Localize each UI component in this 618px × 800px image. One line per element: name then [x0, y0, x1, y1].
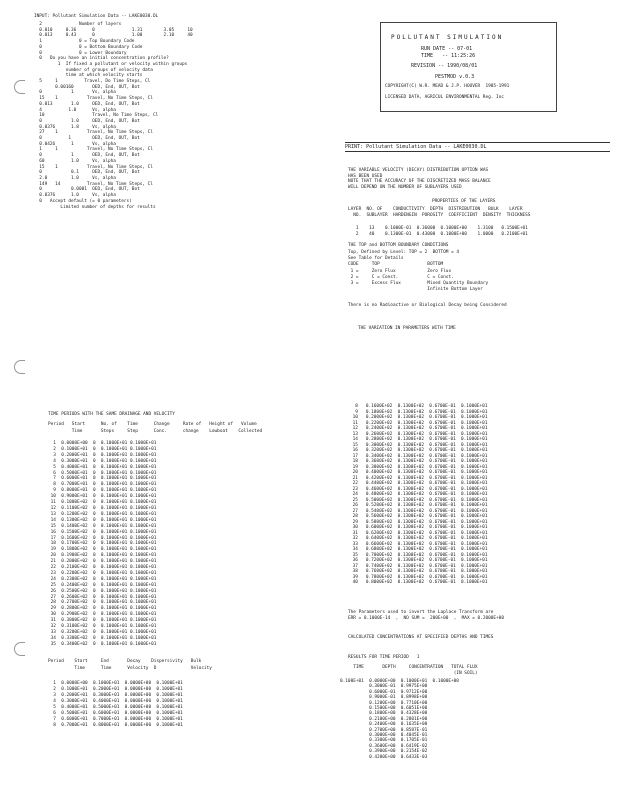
input-line: Limited number of depths for results	[34, 204, 156, 210]
table-row: 2 0.1000E+01 0.2000E+01 0.0000E+00 0.1000E+01	[48, 687, 183, 692]
table-row: 18 0.1700E+02 0 0.1000E+01 0.1000E+01	[48, 541, 157, 547]
continuation-rows	[350, 404, 487, 586]
table-row: 38 0.7600E+02 0.1300E+02 0.6700E-01 0.1000E+01	[350, 569, 488, 574]
input-line: 5 1 Travel, Do Time Steps, Cl	[34, 79, 151, 85]
table-row: 27 0.5400E+02 0.1300E+02 0.6700E-01 0.1000E+01	[350, 508, 488, 514]
input-line: 1 0 = Top Boundary Code	[34, 39, 135, 45]
boundary-line: 2 = C = Const. C = Const.	[348, 274, 454, 280]
table-row: 31 0.3000E+02 0 0.1000E+01 0.1000E+01	[48, 618, 157, 624]
table-row: 0.3300E+00 0.1705E-01	[340, 738, 428, 744]
table-row: 11 0.2200E+02 0.1300E+02 0.6700E-01 0.1000E+01	[350, 420, 488, 426]
period2-rows	[48, 681, 183, 729]
input-line: 0 1.0 OED, End, OUT, Bot	[34, 118, 140, 124]
table-row: 22 0.4400E+02 0.1300E+02 0.6700E-01 0.1000E+01	[350, 481, 488, 486]
input-line: 2 Number of layers	[34, 22, 122, 27]
table-row: 17 0.3400E+02 0.1300E+02 0.6700E-01 0.1000E+01	[350, 453, 488, 459]
results-columns-2: (IN SOIL)	[348, 671, 478, 676]
table-row: 25 0.2400E+02 0 0.1000E+01 0.1000E+01	[48, 582, 157, 588]
input-line: 1 If fixed a pollutant or velocity within groups	[34, 61, 188, 67]
table-row: 32 0.3100E+02 0 0.1000E+01 0.1000E+01	[48, 624, 157, 630]
table-row: 11 0.1000E+02 0 0.1000E+01 0.1000E+01	[48, 500, 157, 506]
table-row: 0.3000E+00 0.4045E-01	[340, 733, 428, 739]
table-row: 21 0.2000E+02 0 0.1000E+01 0.1000E+01	[48, 559, 157, 565]
table-row: 29 0.2800E+02 0 0.1000E+01 0.1000E+01	[48, 606, 157, 612]
table-row: 35 0.7000E+02 0.1300E+02 0.6700E-01 0.1000E+01	[350, 552, 488, 558]
punch-hole-icon	[14, 642, 25, 656]
table-row: 5 0.4000E+01 0.5000E+01 0.0000E+00 0.1000E+01	[48, 705, 183, 710]
input-line: 0 Do you have an initial concentration profile?	[34, 56, 169, 62]
input-line: 15 1 Travel, No Time Steps, Cl	[34, 164, 153, 170]
table-row: 34 0.3300E+02 0 0.1000E+01 0.1000E+01	[48, 635, 157, 641]
input-line: 0.010 0.36 0 1.31 3.05 10	[34, 27, 193, 33]
results-rows	[340, 679, 459, 760]
input-line: 0 1 OED, End, OUT, Bot	[34, 153, 140, 159]
table-row: 12 0.1100E+02 0 0.1000E+01 0.1000E+01	[48, 505, 157, 511]
input-line: 15 1 Travel, No Time Steps, Cl	[34, 96, 153, 102]
table-row: 14 0.2800E+02 0.1300E+02 0.6700E-01 0.1000E+01	[350, 437, 488, 442]
table-row: 29 0.5800E+02 0.1300E+02 0.6700E-01 0.1000E+01	[350, 519, 488, 525]
input-line: 27 1 Travel, No Time Steps, Cl	[34, 130, 153, 136]
version: PESTMOD v.0.3	[435, 74, 475, 80]
table-row: 30 0.6000E+02 0.1300E+02 0.6700E-01 0.1000E+01	[350, 525, 488, 530]
input-line: 0 0 = Bottom Boundary Code	[34, 44, 143, 50]
table-row: 30 0.2900E+02 0 0.1000E+01 0.1000E+01	[48, 612, 157, 618]
input-line: 0.0376 1.0 Vs, alpha	[34, 193, 116, 199]
boundary-line: Infinite Bottom Layer	[348, 287, 483, 293]
table-row: 6 0.5000E+01 0 0.1000E+01 0.1000E+01	[48, 470, 157, 476]
table-row: 35 0.3400E+02 0 0.1000E+01 0.1000E+01	[48, 641, 157, 647]
period2-columns-2: Time Time Velocity D Velocity	[48, 666, 212, 671]
table-row: 2 0.1000E+01 0 0.1000E+01 0.1000E+01	[48, 446, 157, 452]
note-line: ERR = 0.1000E-14 , NO SUM = 200E+00 , MAX = 0.2000E+00	[348, 616, 504, 621]
input-line: 1 1 Travel, No Time Steps, Cl	[34, 147, 153, 153]
table-row: 9 0.8000E+01 0 0.1000E+01 0.1000E+01	[48, 488, 157, 494]
table-row: 39 0.7800E+02 0.1300E+02 0.6700E-01 0.1000E+01	[350, 574, 488, 580]
input-line: 0.013 0.43 0 1.00 2.10 40	[34, 33, 193, 39]
table-row: 7 0.6000E+01 0 0.1000E+01 0.1000E+01	[48, 476, 157, 482]
table-row: 25 0.5000E+02 0.1300E+02 0.6700E-01 0.1000E+01	[350, 497, 488, 503]
input-line: 0 1 Vs, alpha	[34, 90, 116, 96]
input-line: 0.0376 1.8 Vs, alpha	[34, 124, 116, 130]
boundary-line: Top, Defined by Level: TOP = 2 BOTTOM = 4	[348, 250, 460, 255]
table-row: 33 0.3200E+02 0 0.1000E+01 0.1000E+01	[48, 630, 157, 635]
table-row: 23 0.2200E+02 0 0.1000E+01 0.1000E+01	[48, 570, 157, 576]
table-row: 20 0.4000E+02 0.1300E+02 0.6700E-01 0.1000E+01	[350, 470, 488, 475]
results-title: RESULTS FOR TIME PERIOD 1	[348, 655, 420, 660]
table-row: 0.1800E+00 0.4328E+00	[340, 711, 428, 717]
input-line: 60 1.0 Vs, alpha	[34, 158, 116, 164]
input-line: 2.0 1.0 Vs, alpha	[34, 175, 116, 181]
license: LICENSED DATA, AGRICUL ENVIRONMENTAL Reg. Inc	[385, 95, 504, 100]
period-rows	[48, 441, 156, 648]
period-columns-2: Time Steps Step Conc. change Lowboat Collected	[48, 429, 263, 434]
input-line: 0 1 OED, End, OUT, Bot	[34, 136, 140, 142]
table-row: 4 0.3000E+01 0.4000E+01 0.0000E+00 0.1000E+01	[48, 699, 183, 704]
table-row: 26 0.2500E+02 0 0.1000E+01 0.1000E+01	[48, 588, 157, 594]
table-row: 0.100E+01 0.0000E+00 0.1000E+01 0.1000E+00	[340, 679, 459, 684]
table-row: 34 0.6800E+02 0.1300E+02 0.6700E-01 0.1000E+01	[350, 547, 488, 552]
table-row: 0.2100E+00 0.2801E+00	[340, 716, 428, 722]
table-row: 0.2700E+00 0.8587E-01	[340, 727, 428, 733]
table-row: 2 40 0.1300E-01 0.43000 0.1000E+00 1.0000 0.2100E+01	[348, 232, 528, 237]
table-row: 8 0.7000E+01 0.8000E+01 0.0000E+00 0.1000E+01	[48, 723, 183, 728]
table-row: 17 0.1600E+02 0 0.1000E+01 0.1000E+01	[48, 535, 157, 541]
table-row: 36 0.7200E+02 0.1300E+02 0.6700E-01 0.1000E+01	[350, 558, 488, 563]
variation-title: THE VARIATION IN PARAMETERS WITH TIME	[358, 326, 456, 331]
run-time: TIME -- 11:25:26	[421, 53, 476, 59]
input-line: 0 0 = Lower Boundary	[34, 50, 127, 56]
table-row: 16 0.3200E+02 0.1300E+02 0.6700E-01 0.1000E+01	[350, 448, 488, 453]
table-row: 1 13 0.1000E-01 0.36000 0.1000E+00 1.3100 0.1500E+01	[348, 226, 528, 231]
period-title: TIME PERIODS WITH THE SAME DRAINAGE AND VELOCITY	[48, 412, 175, 417]
results-columns: TIME DEPTH CONCENTRATION TOTAL FLUX	[348, 665, 478, 670]
table-row: 24 0.2300E+02 0 0.1000E+01 0.1000E+01	[48, 576, 157, 582]
period2-columns: Period Start End Decay Dispersivity Bulk	[48, 659, 202, 664]
table-row: 23 0.4600E+02 0.1300E+02 0.6700E-01 0.1000E+01	[350, 486, 488, 492]
table-row: 15 0.3000E+02 0.1300E+02 0.6700E-01 0.1000E+01	[350, 442, 488, 448]
calc-title: CALCULATED CONCENTRATIONS AT SPECIFIED DEPTHS AND TIMES	[348, 635, 494, 640]
input-header: INPUT: Pollutant Simulation Data -- LAKE0030.DL	[34, 14, 159, 19]
table-row: 28 0.2700E+02 0 0.1000E+01 0.1000E+01	[48, 600, 157, 606]
revision: REVISION -- 1990/08/01	[411, 63, 478, 69]
table-row: 4 0.3000E+01 0 0.1000E+01 0.1000E+01	[48, 458, 157, 464]
table-row: 21 0.4200E+02 0.1300E+02 0.6700E-01 0.1000E+01	[350, 475, 488, 481]
properties-rows	[348, 226, 528, 238]
table-row: 24 0.4800E+02 0.1300E+02 0.6700E-01 0.1000E+01	[350, 492, 488, 497]
punch-hole-icon	[14, 360, 25, 374]
table-row: 0.1200E+00 0.7710E+00	[340, 700, 428, 706]
boundary-line: 1 = Zero Flux Zero Flux	[348, 268, 452, 274]
table-row: 3 0.2000E+01 0 0.1000E+01 0.1000E+01	[48, 452, 157, 458]
table-row: 6 0.5000E+01 0.6000E+01 0.0000E+00 0.1000E+01	[48, 711, 183, 716]
table-row: 15 0.1400E+02 0 0.1000E+01 0.1000E+01	[48, 523, 157, 529]
input-line: 0.013 1.0 OED, End, OUT, Bot	[34, 101, 140, 107]
input-line: 149 14 Travel, No Time Steps, Cl	[34, 181, 153, 187]
table-row: 9 0.1800E+02 0.1300E+02 0.6700E-01 0.1000E+01	[350, 409, 488, 415]
properties-title: PROPERTIES OF THE LAYERS	[432, 199, 496, 204]
boundary-title: THE TOP and BOTTOM BOUNDARY CONDITIONS	[348, 243, 449, 248]
boundary-line: CODE TOP BOTTOM	[348, 262, 444, 268]
table-row: 33 0.6600E+02 0.1300E+02 0.6700E-01 0.1000E+01	[350, 541, 488, 547]
punch-hole-icon	[14, 80, 25, 94]
input-lines	[34, 22, 193, 210]
table-row: 27 0.2600E+02 0 0.1000E+01 0.1000E+01	[48, 594, 157, 600]
table-row: 26 0.5200E+02 0.1300E+02 0.6700E-01 0.1000E+01	[350, 503, 488, 508]
no-decay-note: There is no Radioactive or Biological Decay being Considered	[348, 303, 507, 308]
table-row: 10 0.9000E+01 0 0.1000E+01 0.1000E+01	[48, 494, 157, 500]
table-row: 1 0.0000E+00 0.1000E+01 0.0000E+00 0.1000E+01	[48, 681, 183, 686]
table-row: 0.3900E+00 0.2154E-02	[340, 749, 428, 755]
boundary-line: 3 = Excess Flux Mixed Quantity Boundary	[348, 281, 489, 287]
table-row: 32 0.6400E+02 0.1300E+02 0.6700E-01 0.1000E+01	[350, 536, 488, 541]
table-row: 13 0.1200E+02 0 0.1000E+01 0.1000E+01	[48, 511, 157, 517]
input-line: number of groups of velocity data	[34, 67, 153, 73]
table-row: 20 0.1900E+02 0 0.1000E+01 0.1000E+01	[48, 553, 157, 559]
period-columns: Period Start No. of Time Change Rate of Height of Volume	[48, 422, 257, 427]
table-row: 13 0.2600E+02 0.1300E+02 0.6700E-01 0.1000E+01	[350, 431, 488, 437]
note-line: HAS BEEN USED	[348, 173, 383, 179]
table-row: 1 0.0000E+00 0 0.1000E+01 0.1000E+01	[48, 441, 157, 446]
table-row: 3 0.2000E+01 0.3000E+01 0.0000E+00 0.1000E+01	[48, 693, 183, 698]
boundary-lines	[348, 250, 488, 293]
note-line: WILL DEPEND ON THE NUMBER OF SUBLAYERS USED	[348, 184, 462, 190]
input-line: 0 0.1 OED, End, OUT, Bot	[34, 170, 140, 176]
notes	[348, 168, 491, 190]
parameter-note	[348, 610, 504, 622]
table-row: 0.2400E+00 0.1635E+00	[340, 722, 428, 728]
input-line: 4 1.0 Vs, alpha	[34, 107, 116, 113]
table-row: 40 0.8000E+02 0.1300E+02 0.6700E-01 0.1000E+01	[350, 580, 488, 585]
table-row: 22 0.2100E+02 0 0.1000E+01 0.1000E+01	[48, 565, 157, 571]
table-row: 7 0.6000E+01 0.7000E+01 0.0000E+00 0.1000E+01	[48, 717, 183, 722]
input-line: time at which velocity starts	[34, 73, 143, 79]
table-row: 28 0.5600E+02 0.1300E+02 0.6700E-01 0.1000E+01	[350, 514, 488, 519]
properties-columns-2: NO. SUBLAYER HARDENGIN POROSITY COEFFICIENT DENSITY THICKNESS	[348, 213, 531, 218]
table-row: 0.6000E-01 0.9712E+00	[340, 689, 428, 695]
note-line: THE VARIABLE VELOCITY (DECAY) DISTRIBUTION OPTION WAS	[348, 168, 489, 173]
table-row: 8 0.7000E+01 0 0.1000E+01 0.1000E+01	[48, 482, 157, 488]
note-line: The Parameters used to invert the Laplace Transform are	[348, 610, 494, 615]
table-row: 16 0.1500E+02 0 0.1000E+01 0.1000E+01	[48, 529, 157, 535]
table-row: 10 0.2000E+02 0.1300E+02 0.6700E-01 0.1000E+01	[350, 415, 488, 420]
table-row: 19 0.3800E+02 0.1300E+02 0.6700E-01 0.1000E+01	[350, 464, 488, 470]
table-row: 0.4200E+00 0.6433E-03	[340, 754, 428, 760]
input-line: 0.00160 OED, End, OUT, Bot	[34, 84, 140, 90]
input-line: 0 0.0001 OED, End, OUT, Bot	[34, 187, 140, 193]
table-row: 31 0.6200E+02 0.1300E+02 0.6700E-01 0.1000E+01	[350, 530, 488, 536]
table-row: 0.3600E+00 0.6419E-02	[340, 743, 428, 749]
input-line: 10 Travel, No Time Steps, Cl	[34, 113, 159, 119]
properties-columns: LAYER NO. OF CONDUCTIVITY DEPTH DISTRIBUTION BULK LAYER	[348, 207, 523, 212]
table-row: 0.1500E+00 0.6051E+00	[340, 706, 428, 712]
table-row: 19 0.1800E+02 0 0.1000E+01 0.1000E+01	[48, 547, 157, 553]
table-row: 14 0.1300E+02 0 0.1000E+01 0.1000E+01	[48, 517, 157, 523]
table-row: 18 0.3600E+02 0.1300E+02 0.6700E-01 0.1000E+01	[350, 459, 488, 464]
boundary-line: See Table for Details	[348, 256, 404, 262]
note-line: NOTE THAT THE ACCURACY OF THE DISCRETIZED MASS BALANCE	[348, 179, 491, 184]
section-header: PRINT: Pollutant Simulation Data -- LAKE0030.DL	[345, 142, 610, 152]
table-row: 0.3000E-01 0.9975E+00	[340, 684, 428, 690]
run-date: RUN DATE -- 07-01	[421, 46, 473, 52]
table-row: 12 0.2400E+02 0.1300E+02 0.6700E-01 0.1000E+01	[350, 426, 488, 431]
table-row: 37 0.7400E+02 0.1300E+02 0.6700E-01 0.1000E+01	[350, 563, 488, 569]
input-line: 0.0426 1 Vs, alpha	[34, 141, 116, 147]
table-row: 8 0.1600E+02 0.1300E+02 0.6700E-01 0.1000E+01	[350, 404, 488, 409]
program-title: POLLUTANT SIMULATION	[391, 34, 504, 41]
table-row: 5 0.4000E+01 0 0.1000E+01 0.1000E+01	[48, 464, 157, 470]
input-line: 0 Accept default (= 0 parameters)	[34, 198, 132, 204]
table-row: 0.9000E-01 0.8998E+00	[340, 695, 428, 701]
title-box	[380, 22, 557, 112]
copyright: COPYRIGHT(C) W.R. MEAD & J.P. HOOVER 1985-1991	[385, 84, 510, 89]
